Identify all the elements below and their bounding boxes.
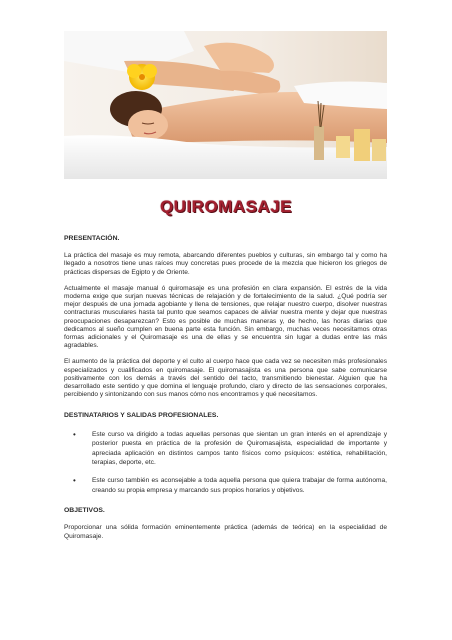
paragraph: Actualmente el masaje manual ó quiromasaje es una profesión en clara expansión. El estrés de la vida moderna exige que surjan nuevas técnicas de relajación y de fortalecimiento de la salud. ¿Qué podría ser mejor después de una jornada agobiante y llena de tensiones, que relajar nuestro cuerpo, disolver nuestras contracturas musculares hasta tal punto que seamos capaces de aliviar nuestra mente y dejar que nuestras preocupaciones desaparezcan? Esto es posible de muchas maneras y, de hecho, las horas diarias que dedicamos al sueño cumplen en buena parte esta función. Sin embargo, muchas veces necesitamos otras formas adicionales y el Quiromasaje es una de ellas y se encuentra sin lugar a dudas entre las más agradables. [64, 284, 387, 350]
list-item-text: Este curso también es aconsejable a toda aquella persona que quiera trabajar de forma autónoma, creando su propia empresa y marcando sus propios horarios y objetivos. [92, 477, 387, 494]
list-item [64, 476, 387, 495]
list-item [64, 430, 387, 468]
bullet-list [64, 430, 387, 496]
section-heading-presentacion: PRESENTACIÓN. [64, 235, 120, 242]
document-body [64, 235, 387, 549]
paragraph: Proporcionar una sólida formación eminentemente práctica (además de teórica) en la especialidad de Quiromasaje. [64, 524, 387, 540]
paragraph: El aumento de la práctica del deporte y el culto al cuerpo hace que cada vez se necesiten más profesionales especializados y cualificados en quiromasaje. El quiromasajista es una persona que sabe comunicarse positivamente con los demás a través del sentido del tacto, transmitiendo bienestar. Alguien que ha desarrollado este sentido y que domina el lenguaje profundo, claro y directo de las sensaciones corporales, percibiendo y sintonizando con sus manos cómo nos encontramos y qué necesitamos. [64, 358, 387, 399]
section-heading-destinatarios: DESTINATARIOS Y SALIDAS PROFESIONALES. [64, 412, 219, 420]
paragraph: La práctica del masaje es muy remota, abarcando diferentes pueblos y culturas, sin embargo tal y como ha llegado a nosotros tiene unas raíces muy concretas pues procede de la mezcla que hicieron los griegos de prácticas dispersas de Egipto y de Oriente. [64, 252, 387, 276]
section-heading-objetivos: OBJETIVOS. [64, 507, 105, 515]
document-title: QUIROMASAJE [159, 197, 293, 216]
bullet-icon: • [73, 476, 76, 486]
massage-photo-illustration [64, 31, 387, 179]
bullet-icon: • [73, 429, 76, 439]
massage-photo [64, 31, 387, 179]
list-item-text: Este curso va dirigido a todas aquellas personas que sientan un gran interés en el aprendizaje y posterior puesta en práctica de la profesión de Quiromasajista, especialidad de importante y apreciada aplicación en distintos campos tanto físicos como psíquicos: estética, rehabilitación, terapias, deporte, etc. [92, 430, 387, 467]
